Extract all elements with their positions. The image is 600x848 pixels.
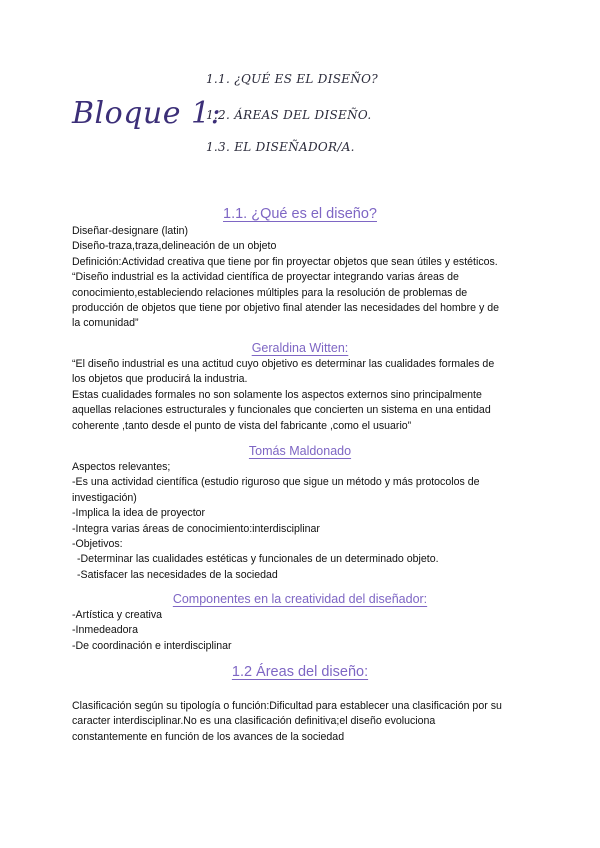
section-1-heading: 1.1. ¿Qué es el diseño? <box>223 206 377 222</box>
bloque-title: Bloque 1: <box>72 96 222 131</box>
componentes-heading: Componentes en la creatividad del diseñador: <box>172 592 428 606</box>
text-line: -Artística y creativa <box>72 609 163 621</box>
text-line: aquellas relaciones estructurales y funcionales que concierten un sistema en una entidad <box>72 404 491 417</box>
text-line: producción de objetos que tiene por objetivo final atender las necesidades del hombre y de <box>72 302 499 315</box>
maldonado-heading: Tomás Maldonado <box>248 444 352 458</box>
text-line: -Determinar las cualidades estéticas y funcionales de un determinado objeto. <box>77 553 439 566</box>
section-2-body <box>72 699 532 745</box>
text-line: Aspectos relevantes; <box>72 461 171 473</box>
text-line: -Integra varias áreas de conocimiento:interdisciplinar <box>72 522 320 535</box>
text-line: -De coordinación e interdisciplinar <box>72 639 232 652</box>
section-2-heading: 1.2 Áreas del diseño: <box>231 664 369 680</box>
text-line: -Implica la idea de proyector <box>72 507 206 520</box>
text-line: -Es una actividad científica (estudio riguroso que sigue un método y más protocolos de <box>72 476 480 489</box>
toc-item-1: 1.1. ¿QUÉ ES EL DISEÑO? <box>206 72 379 86</box>
text-line: conocimiento,estableciendo relaciones múltiples para la resolución de problemas de <box>72 286 468 299</box>
text-line: -Objetivos: <box>72 538 123 551</box>
witten-heading: Geraldina Witten: <box>251 341 349 355</box>
text-line: Estas cualidades formales no son solamente los aspectos externos sino principalmente <box>72 388 482 401</box>
text-line: coherente ,tanto desde el punto de vista del fabricante ,como el usuario” <box>72 419 412 432</box>
toc-item-3: 1.3. EL DISEÑADOR/A. <box>206 140 355 154</box>
toc-item-2: 1.2. ÁREAS DEL DISEÑO. <box>206 108 372 122</box>
text-line: -Inmedeadora <box>72 624 138 637</box>
text-line: los objetos que producirá la industria. <box>72 373 248 386</box>
text-line: caracter interdisciplinar.No es una clasificación definitiva;el diseño evoluciona <box>72 715 436 728</box>
maldonado-body <box>72 460 532 583</box>
text-line: Diseñar-designare (latin) <box>72 225 188 237</box>
section-1-body <box>72 224 532 332</box>
text-line: Definición:Actividad creativa que tiene por fin proyectar objetos que sean útiles y estéticos. <box>72 255 498 268</box>
text-line: la comunidad” <box>72 317 139 330</box>
text-line: Clasificación según su tipología o función:Dificultad para establecer una clasificación por su <box>72 700 502 712</box>
text-line: constantemente en función de los avances de la sociedad <box>72 730 345 743</box>
text-line: -Satisfacer las necesidades de la sociedad <box>77 568 278 581</box>
text-line: Diseño-traza,traza,delineación de un objeto <box>72 240 277 253</box>
componentes-body <box>72 608 532 654</box>
text-line: “Diseño industrial es la actividad científica de proyectar integrando varias áreas de <box>72 271 459 284</box>
witten-body <box>72 357 532 434</box>
text-line: “El diseño industrial es una actitud cuyo objetivo es determinar las cualidades formales de <box>72 358 495 370</box>
text-line: investigación) <box>72 491 137 504</box>
